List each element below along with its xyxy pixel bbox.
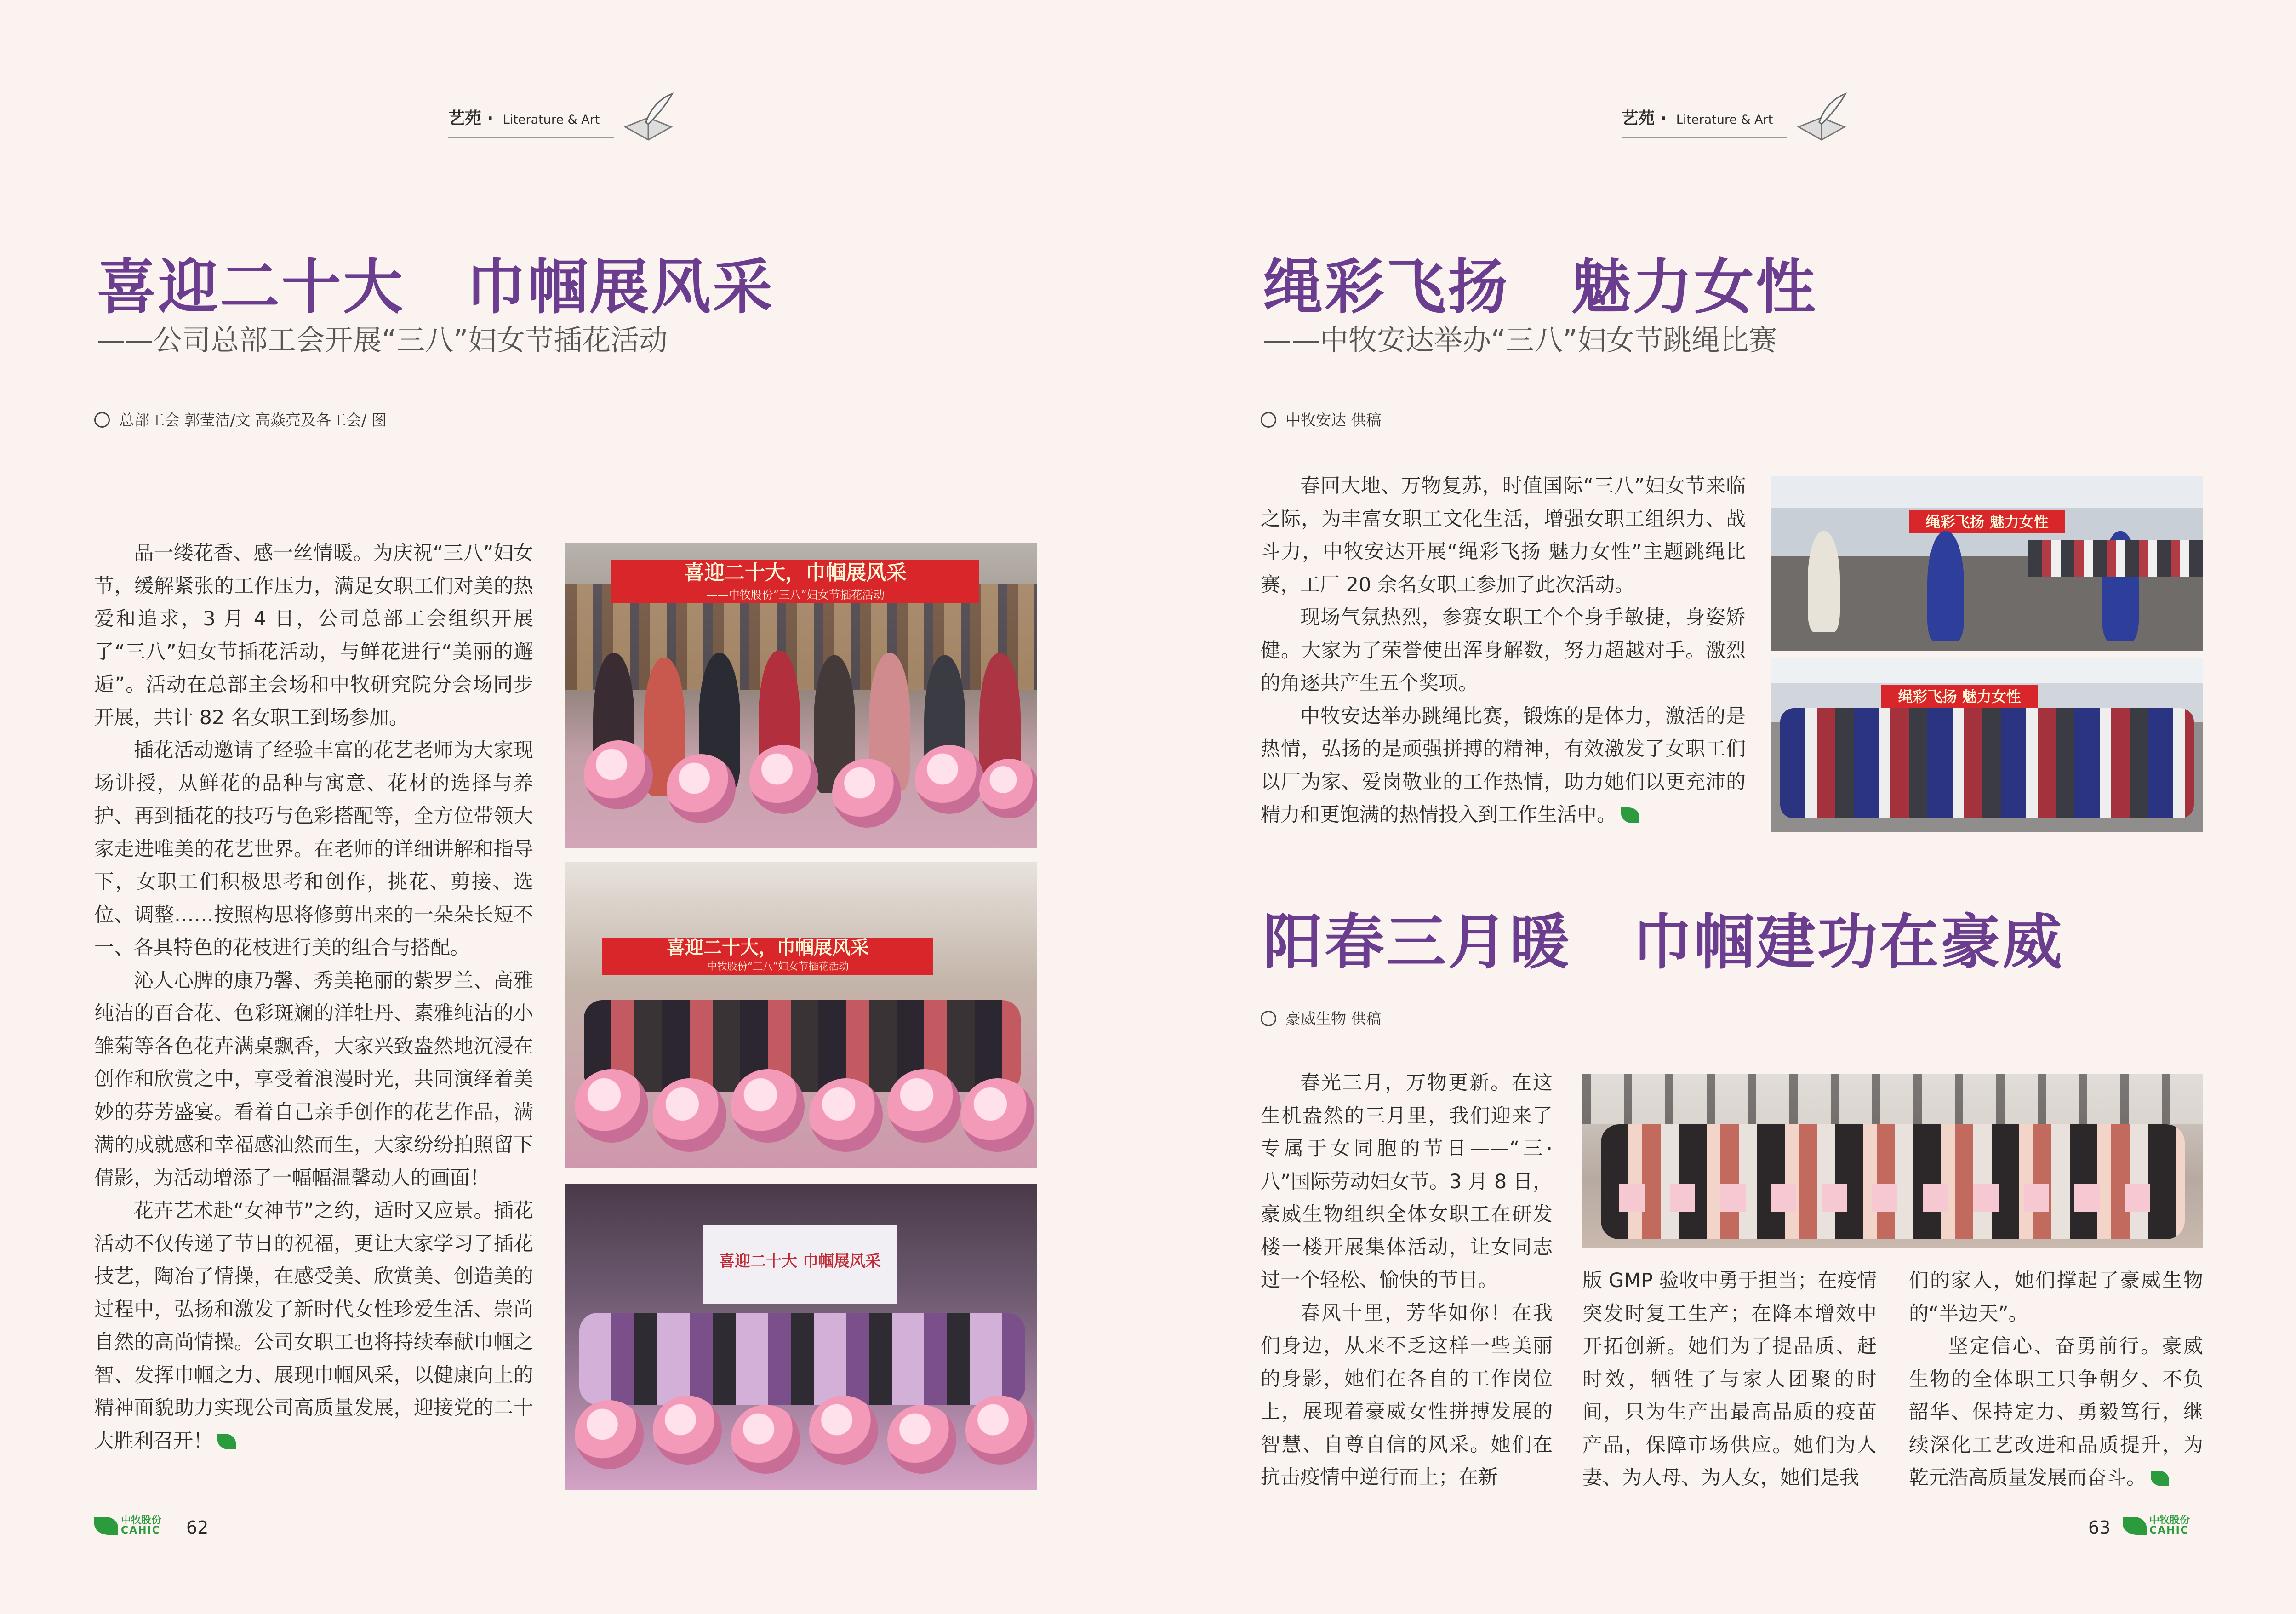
article-body-haowei-col2 xyxy=(1582,1265,1877,1495)
person xyxy=(1808,531,1840,632)
section-label-cn: 艺苑 · xyxy=(1622,109,1673,128)
bouquet xyxy=(653,1078,726,1152)
photo-banner-subtitle: ——中牧股份“三八”妇女节插花活动 xyxy=(706,589,885,601)
paragraph-text: 中牧安达举办跳绳比赛，锻炼的是体力，激活的是热情，弘扬的是顽强拼搏的精神，有效激发了女职工们以厂为家、爱岗敬业的工作热情，助力她们以更充沛的精力和更饱满的热情投入到工作生活中。 xyxy=(1261,704,1746,826)
logo-en: CAHIC xyxy=(2149,1525,2189,1536)
paragraph xyxy=(1909,1330,2203,1495)
article-subtitle-jump-rope: ——中牧安达举办“三八”妇女节跳绳比赛 xyxy=(1263,323,1777,357)
article-byline xyxy=(94,408,387,430)
byline-text: 豪威生物 供稿 xyxy=(1285,1010,1382,1028)
photo-flower-event-institute xyxy=(565,1184,1037,1490)
section-header xyxy=(448,105,614,138)
right-page xyxy=(1148,0,2296,1614)
logo-text xyxy=(121,1516,161,1536)
gift-boxes xyxy=(1619,1184,2171,1212)
paragraph: 春光三月，万物更新。在这生机盎然的三月里，我们迎来了专属于女同胞的节日——“三·八”国际劳动妇女节。3 月 8 日，豪威生物组织全体女职工在研发楼一楼开展集体活动，让女同志过一个轻松、愉快的节日。 xyxy=(1261,1071,1553,1292)
section-label-en: Literature & Art xyxy=(503,113,600,127)
article-title-haowei: 阳春三月暖 巾帼建功在豪威 xyxy=(1263,907,2064,977)
paragraph: 品一缕花香、感一丝情暖。为庆祝“三八”妇女节，缓解紧张的工作压力，满足女职工们对美的热爱和追求，3 月 4 日，公司总部工会组织开展了“三八”妇女节插花活动，与鲜花进行“美丽的邂逅”。活动在总部主会场和中牧研究院分会场同步开展，共计 82 名女职工到场参加。 xyxy=(94,542,533,729)
article-body xyxy=(94,537,533,1458)
circle-icon xyxy=(94,412,110,428)
leaf-end-icon xyxy=(217,1434,236,1449)
photo-banner xyxy=(1909,510,2065,533)
paragraph xyxy=(94,1195,533,1458)
photo-haowei-group xyxy=(1582,1074,2203,1248)
paragraph: 春回大地、万物复苏，时值国际“三八”妇女节来临之际，为丰富女职工文化生活，增强女职工组织力、战斗力，中牧安达开展“绳彩飞扬 魅力女性”主题跳绳比赛，工厂 20 余名女职工参加了此次活动。 xyxy=(1261,475,1746,596)
leaf-end-icon xyxy=(1621,807,1639,823)
person xyxy=(579,1313,1025,1405)
section-label-cn: 艺苑 · xyxy=(448,109,499,128)
page-number: 63 xyxy=(2088,1517,2111,1538)
photo-banner xyxy=(1881,685,2038,708)
article-subtitle: ——公司总部工会开展“三八”妇女节插花活动 xyxy=(97,323,668,357)
section-label-en: Literature & Art xyxy=(1676,113,1773,127)
company-logo xyxy=(2123,1516,2190,1536)
bouquet xyxy=(749,745,818,814)
company-logo xyxy=(94,1516,161,1536)
bouquet xyxy=(584,740,653,809)
paragraph-text: 花卉艺术赴“女神节”之约，适时又应景。插花活动不仅传递了节日的祝福，更让大家学习了插花技艺，陶冶了情操，在感受美、欣赏美、创造美的过程中，弘扬和激发了新时代女性珍爱生活、崇尚自然的高尚情操。公司女职工也将持续奉献巾帼之智、发挥巾帼之力、展现巾帼风采，以健康向上的精神面貌助力实现公司高质量发展，迎接党的二十大胜利召开！ xyxy=(94,1199,533,1453)
bouquet xyxy=(979,759,1037,818)
photo-banner-subtitle: ——中牧股份“三八”妇女节插花活动 xyxy=(686,961,849,973)
bouquet xyxy=(653,1396,722,1465)
photo-banner-title: 喜迎二十大，巾帼展风采 xyxy=(684,561,907,584)
paragraph: 版 GMP 验收中勇于担当；在疫情突发时复工生产；在降本增效中开拓创新。她们为了提品质、赶时效，牺牲了与家人团聚的时间，只为生产出最高品质的疫苗产品，保障市场供应。她们为人妻、为人母、为人女，她们是我 xyxy=(1582,1269,1877,1489)
photo-flower-event-hq xyxy=(565,543,1037,848)
photo-flower-event-group xyxy=(565,862,1037,1168)
paragraph xyxy=(1261,700,1746,832)
bouquet xyxy=(731,1405,800,1474)
photo-banner-title: 喜迎二十大，巾帼展风采 xyxy=(667,938,869,958)
leaf-logo-icon xyxy=(94,1517,118,1535)
circle-icon xyxy=(1261,1011,1276,1026)
bouquet xyxy=(915,745,984,814)
paragraph-text: 坚定信心、奋勇前行。豪威生物的全体职工只争朝夕、不负韶华、保持定力、勇毅笃行，继续深化工艺改进和品质提升，为乾元浩高质量发展而奋斗。 xyxy=(1909,1335,2203,1489)
group-people xyxy=(1780,708,2194,818)
bouquet xyxy=(832,759,901,828)
bouquet xyxy=(731,1069,805,1143)
article-body-haowei-col3 xyxy=(1909,1265,2203,1495)
group-people xyxy=(1601,1124,2185,1239)
article-byline-haowei xyxy=(1261,1007,1382,1029)
bouquet xyxy=(575,1069,648,1143)
bouquet xyxy=(961,1078,1034,1152)
photo-jump-rope-winners xyxy=(1771,658,2203,832)
bouquet xyxy=(809,1078,883,1152)
photo-banner xyxy=(611,560,979,603)
projection-text: 喜迎二十大 巾帼展风采 xyxy=(719,1252,881,1271)
paragraph: 春风十里，芳华如你！在我们身边，从来不乏这样一些美丽的身影，她们在各自的工作岗位上，展现着豪威女性拼搏发展的智慧、自尊自信的风采。她们在抗击疫情中逆行而上；在新 xyxy=(1261,1301,1553,1489)
bouquet xyxy=(575,1400,644,1469)
bouquet xyxy=(887,1069,961,1143)
leaf-logo-icon xyxy=(2123,1517,2147,1535)
paragraph: 们的家人，她们撑起了豪威生物的“半边天”。 xyxy=(1909,1269,2203,1325)
article-title: 喜迎二十大 巾帼展风采 xyxy=(97,252,775,322)
section-header xyxy=(1622,105,1787,138)
photo-banner-title: 绳彩飞扬 魅力女性 xyxy=(1898,688,2021,705)
page-number: 62 xyxy=(186,1517,209,1538)
logo-cn: 中牧股份 xyxy=(2149,1515,2190,1526)
paragraph: 现场气氛热烈，参赛女职工个个身手敏捷，身姿矫健。大家为了荣誉使出浑身解数，努力超越对手。激烈的角逐共产生五个奖项。 xyxy=(1261,606,1746,695)
byline-text: 总部工会 郭莹洁/文 高焱亮及各工会/ 图 xyxy=(119,411,387,429)
bouquet xyxy=(887,1405,956,1474)
photo-banner-title: 绳彩飞扬 魅力女性 xyxy=(1925,513,2049,531)
bouquet xyxy=(809,1396,878,1465)
windows xyxy=(1582,1074,2203,1124)
article-body-haowei-col1 xyxy=(1261,1067,1553,1494)
person xyxy=(1927,531,1964,641)
article-body-jump-rope xyxy=(1261,470,1746,832)
logo-text xyxy=(2149,1516,2190,1536)
circle-icon xyxy=(1261,412,1276,428)
paragraph: 插花活动邀请了经验丰富的花艺老师为大家现场讲授，从鲜花的品种与寓意、花材的选择与养护、再到插花的技巧与色彩搭配等，全方位带领大家走进唯美的花艺世界。在老师的详细讲解和指导下，女职工们积极思考和创作，挑花、剪接、选位、调整……按照构思将修剪出来的一朵朵长短不一、各具特色的花枝进行美的组合与搭配。 xyxy=(94,739,533,959)
spectators xyxy=(2028,540,2203,577)
leaf-end-icon xyxy=(2151,1471,2169,1486)
byline-text: 中牧安达 供稿 xyxy=(1285,411,1382,429)
photo-banner xyxy=(602,938,933,975)
person xyxy=(584,1000,1021,1092)
logo-en: CAHIC xyxy=(121,1525,160,1536)
quill-book-icon xyxy=(1794,90,1849,145)
photo-jump-rope-contest xyxy=(1771,476,2203,651)
article-title-jump-rope: 绳彩飞扬 魅力女性 xyxy=(1263,252,1818,322)
quill-book-icon xyxy=(621,90,676,145)
bouquet xyxy=(667,754,736,823)
article-byline-jump-rope xyxy=(1261,408,1382,430)
bouquet xyxy=(965,1396,1034,1465)
paragraph: 沁人心脾的康乃馨、秀美艳丽的紫罗兰、高雅纯洁的百合花、色彩斑斓的洋牡丹、素雅纯洁的小雏菊等各色花卉满桌飘香，大家兴致盎然地沉浸在创作和欣赏之中，享受着浪漫时光，共同演绎着美妙的芬芳盛宴。看着自己亲手创作的花艺作品，满满的成就感和幸福感油然而生，大家纷纷拍照留下倩影，为活动增添了一幅幅温馨动人的画面！ xyxy=(94,969,533,1190)
logo-cn: 中牧股份 xyxy=(121,1515,162,1526)
